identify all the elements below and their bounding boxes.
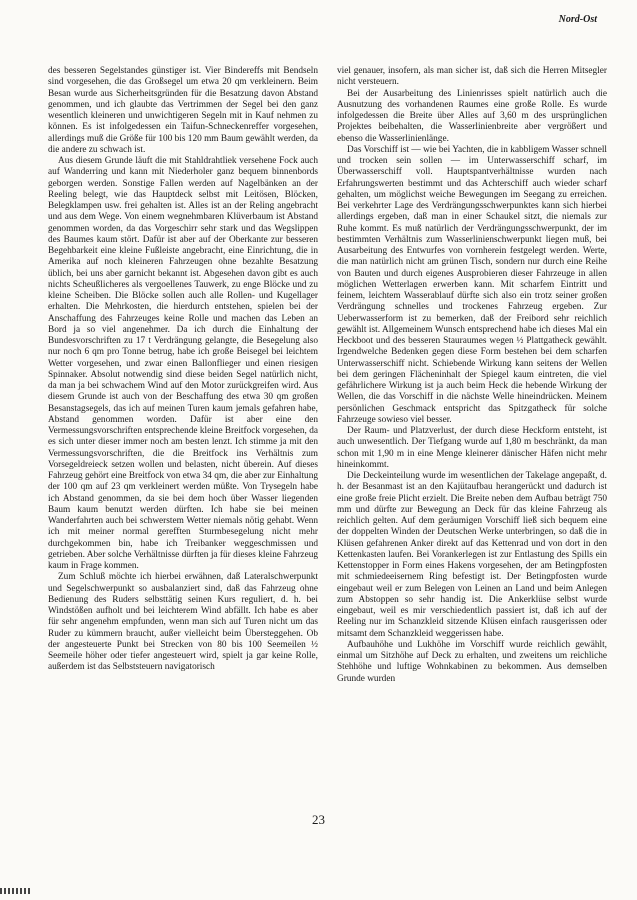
paragraph: Die Deckeinteilung wurde im wesentlichen der Takelage angepaßt, d. h. der Besanmast ist an den Kajütaufbau herangerückt und dadurch ist eine große freie Plicht erzielt. Die Breite neben dem Aufbau beträgt 750 mm und dürfte zur Bewegung an Deck für das kleine Fahrzeug als reichlich gelten. Auf dem geräumigen Vorschiff ließ sich bequem eine der doppelten Winden der Deutschen Werke unterbringen, so daß die in Klüsen gefahrenen Anker direkt auf das Kettenrad und von dort in den Kettenkasten laufen. Bei Vorankerlegen ist zur Entlastung des Spills ein Kettenstopper in Form eines Hakens vorgesehen, der am Betingpfosten mit schmiedeeisernem Ring befestigt ist. Der Betingpfosten wurde eingebaut weil er zum Belegen von Leinen an Land und beim Anlegen zum Abstoppen so sehr handig ist. Die Ankerklüse selbst wurde eingebaut, weil es mir verschiedentlich passiert ist, daß ich auf der Reeling nur im Schanzkleid sitzende Klüsen einfach rausgerissen oder mitsamt dem Schanzkleid weggerissen habe. (337, 471, 607, 639)
paragraph: des besseren Segelstandes günstiger ist. Vier Bindereffs mit Bendseln sind vorgesehen, die das Großsegel um etwa 20 qm verkleinern. Beim Besan wurde aus Sicherheitsgründen für die Besatzung davon Abstand genommen, und ich glaubte das Vertrimmen der Segel bei den ganz wesentlich kleineren und unwichtigeren Segeln mit in Kauf nehmen zu können. Es ist infolgedessen ein Taifun-Schneckenreffer vorgesehen, allerdings muß die Größe für 100 bis 120 mm Baum gewählt werden, da die andere zu schwach ist. (48, 66, 318, 155)
page-number: 23 (312, 812, 325, 827)
paragraph: Das Vorschiff ist — wie bei Yachten, die in kabbligem Wasser schnell und trocken sein sollen — im Unterwasserschiff scharf, im Überwasserschiff voll. Hauptspantverhältnisse wurden nach Erfahrungswerten bestimmt und das Achterschiff auch wieder scharf gehalten, um möglichst weiche Bewegungen im Seegang zu erreichen. Bei verkehrter Lage des Verdrängungsschwerpunktes kann sich hierbei allerdings ergeben, daß man in einer Schaukel sitzt, die niemals zur Ruhe kommt. Es muß natürlich der Verdrängungsschwerpunkt, der im bestimmten Verhältnis zum Wasserlinienschwerpunkt liegen muß, bei Ausarbeitung des Entwurfes von vornherein festgelegt werden. Werte, die man natürlich nicht am grünen Tisch, sondern nur durch eine Reihe von Bauten und durch eigenes Ausprobieren dieser Fahrzeuge in allen möglichen Wetterlagen erwerben kann. Mit scharfem Eintritt und feinem, leichtem Wasserablauf dürfte sich also ein trotz seiner großen Verdrängung schnelles und trockenes Fahrzeug ergeben. Zur Ueberwasserform ist zu bemerken, daß der Freibord sehr reichlich gewählt ist. Allgemeinem Wunsch entsprechend habe ich dieses Mal ein Heckboot und des besseren Stauraumes wegen ½ Plattgatheck gewählt. Irgendwelche Bedenken gegen diese Form bestehen bei dem scharfen Unterwasserschiff nicht. Schiebende Wirkung kann seitens der Wellen bei dem geringen Flächeninhalt der Spiegel kaum eintreten, die viel gefährlichere Wirkung ist ja auch beim Heck die hebende Wirkung der Wellen, die das Vorschiff in die nächste Welle hineindrücken. Meinem persönlichen Geschmack entspricht das Spitzgatheck für solche Fahrzeuge sowieso viel besser. (337, 144, 607, 425)
paragraph: Zum Schluß möchte ich hierbei erwähnen, daß Lateralschwerpunkt und Segelschwerpunkt so ausbalanziert sind, daß das Fahrzeug ohne Bedienung des Ruders selbsttätig seinen Kurs reguliert, d. h. bei Windstößen aufholt und bei leichterem Wind abfällt. Ich habe es aber für sehr angenehm empfunden, wenn man sich auf Turen nicht um das Ruder zu kümmern braucht, außer vielleicht beim Übersteggehen. Ob der angesteuerte Punkt bei Strecken von 80 bis 100 Seemeilen ½ Seemeile höher oder tiefer angesteuert wird, spielt ja gar keine Rolle, außerdem ist das Selbststeuern navigatorisch (48, 572, 318, 673)
right-column (337, 66, 607, 685)
section-header: Nord-Ost (558, 14, 597, 25)
paragraph: Der Raum- und Platzverlust, der durch diese Heckform entsteht, ist auch unwesentlich. Der Tiefgang wurde auf 1,80 m beschränkt, da man schon mit 1,90 m in eine Menge kleinerer dänischer Häfen nicht mehr hineinkommt. (337, 426, 607, 470)
paragraph: Bei der Ausarbeitung des Linienrisses spielt natürlich auch die Ausnutzung des vorhandenen Raumes eine große Rolle. Es wurde infolgedessen die Breite über Alles auf 3,60 m des ursprünglichen Projektes beibehalten, die Wasserlinienbreite aber vergrößert und ebenso die Wasserlinienlänge. (337, 88, 607, 144)
paragraph: Aufbauhöhe und Lukhöhe im Vorschiff wurde reichlich gewählt, einmal um Sitzhöhe auf Deck zu erhalten, und zweitens um reichliche Stehhöhe und luftige Wohnkabinen zu bekommen. Aus demselben Grunde wurden (337, 639, 607, 684)
scan-specks (0, 888, 30, 894)
text-columns (48, 66, 607, 685)
left-column (48, 66, 318, 685)
paragraph: Aus diesem Grunde läuft die mit Stahldrahtliek versehene Fock auch auf Wanderring und kann mit Niederholer ganz bequem binnenbords geborgen werden. Sonstige Fallen werden auf Nagelbänken an der Reeling belegt, wie das Hauptdeck selbst mit Leitösen, Blöcken, Belegklampen usw. frei gehalten ist. Alles ist an der Reling angebracht und aus dem Wege. Von einem wegnehmbaren Klüverbaum ist Abstand genommen worden, da das Vorgeschirr sehr stark und das Wegslippen des Baumes kaum stört. Dafür ist aber auf der Oberkante zur besseren Begehbarkeit eine kleine Fußleiste angebracht, eine Einrichtung, die in Amerika auf noch kleineren Fahrzeugen ohne bezahlte Besatzung üblich, bei uns aber garnicht bekannt ist. Abgesehen davon gibt es auch nichts Scheußlicheres als vergoellenes Tauwerk, zu enge Blöcke und zu kleine Scheiben. Die Blöcke sollen auch alle Rollen- und Kugellager erhalten. Die Mehrkosten, die hierdurch entstehen, spielen bei der Anschaffung des Fahrzeuges keine Rolle und machen das Leben an Bord ja so viel angenehmer. Da ich durch die Einhaltung der Bundesvorschriften zu 17 t Verdrängung gelangte, die Besegelung also nur noch 6 qm pro Tonne betrug, habe ich große Beisegel bei leichtem Wetter vorgesehen, und zwar einen Ballonflieger und einen riesigen Spinnaker. Absolut notwendig sind diese beiden Segel natürlich nicht, da man ja bei schwachem Wind auf den Motor zurückgreifen wird. Aus diesem Grunde ist auch von der Beschaffung des etwa 30 qm großen Besanstagsegels, das ich auf meinen Turen kaum jemals gefahren habe, Abstand genommen worden. Dafür ist aber eine den Vermessungsvorschriften entsprechende kleine Breitfock vorgesehen, da es sich unter dieser immer noch am besten lenzt. Ich stimme ja mit den Vermessungsvorschriften, die die Breitfock ins Verhältnis zum Vorsegeldreieck setzen wollen und belasten, nicht überein. Auf dieses Fahrzeug gehört eine Breitfock von etwa 34 qm, die aber zur Einhaltung der 100 qm auf 23 qm verkleinert werden müßte. Von Trysegeln habe ich Abstand genommen, da sie bei dem hoch über Wasser liegenden Baum kaum benutzt werden dürften. Ich habe sie bei meinen Wanderfahrten auch bei schwerstem Wetter niemals nötig gehabt. Wenn ich mit meiner normal gerefften Sturmbesegelung nicht mehr durchgekommen bin, habe ich Treibanker weggeschmissen und getrieben. Aber solche Verhältnisse dürften ja für dieses kleine Fahrzeug kaum in Frage kommen. (48, 156, 318, 571)
paragraph: viel genauer, insofern, als man sicher ist, daß sich die Herren Mitsegler nicht versteuern. (337, 66, 607, 88)
